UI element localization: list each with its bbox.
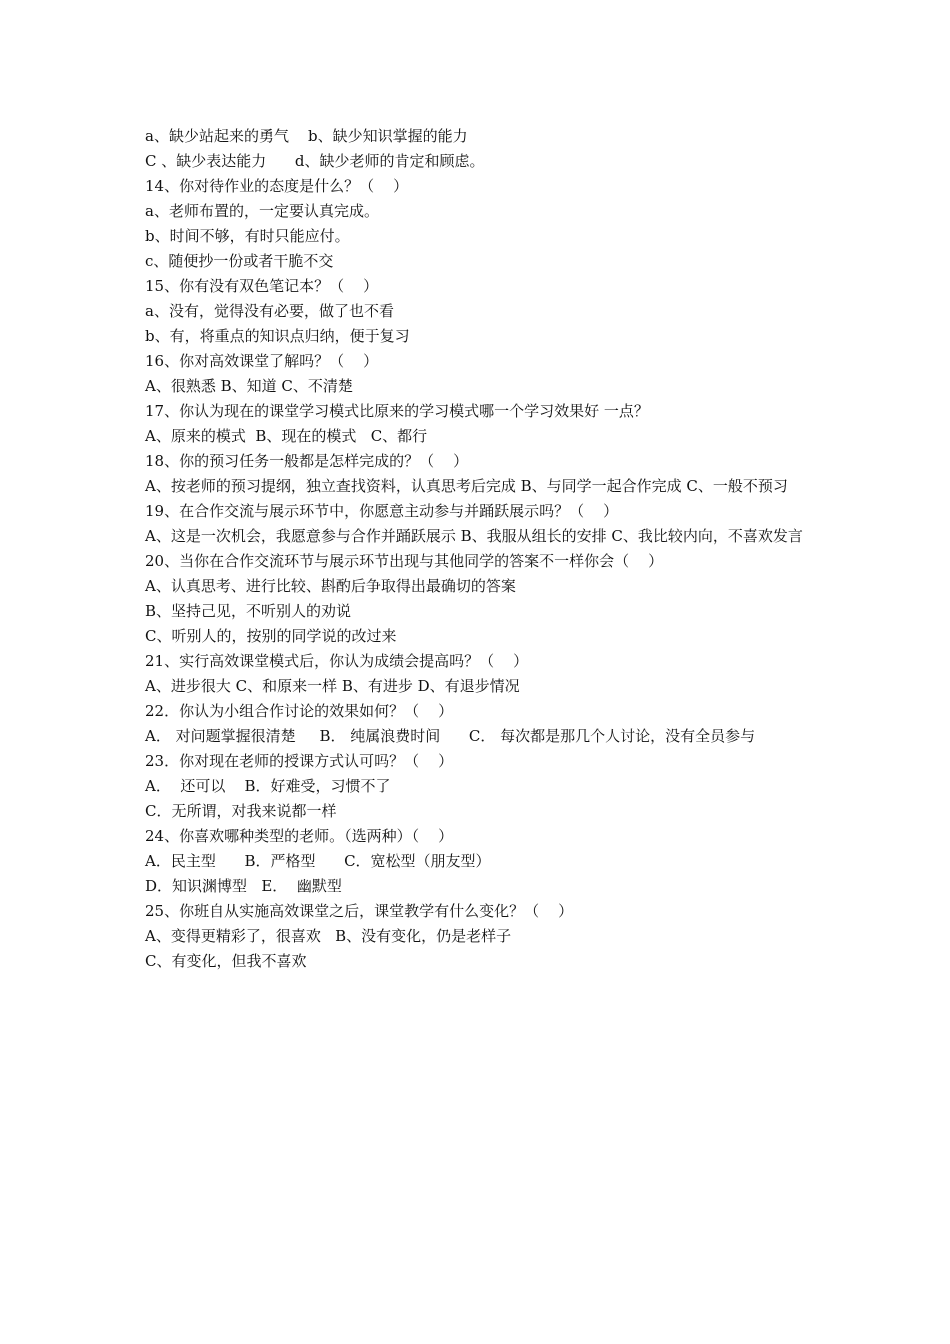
text-line: a、缺少站起来的勇气 b、缺少知识掌握的能力 <box>145 127 468 145</box>
document-page <box>145 124 825 974</box>
option-line: C、听别人的，按别的同学说的改过来 <box>145 627 397 645</box>
question-24: 24、你喜欢哪种类型的老师。（选两种）（ ） <box>145 827 454 845</box>
question-15: 15、你有没有双色笔记本？（ ） <box>145 277 379 295</box>
option-line: A、按老师的预习提纲，独立查找资料，认真思考后完成 B、与同学一起合作完成 C、一般不预习 <box>145 477 788 495</box>
option-line: A． 对问题掌握很清楚 B． 纯属浪费时间 C． 每次都是那几个人讨论，没有全员参与 <box>145 727 756 745</box>
option-line: A、认真思考、进行比较、斟酌后争取得出最确切的答案 <box>145 577 516 595</box>
question-22: 22．你认为小组合作讨论的效果如何？（ ） <box>145 702 454 720</box>
option-line: A、原来的模式 B、现在的模式 C、都行 <box>145 427 428 445</box>
option-line: A、这是一次机会，我愿意参与合作并踊跃展示 B、我服从组长的安排 C、我比较内向，不喜欢发言 <box>145 527 803 545</box>
option-line: A． 还可以 B．好难受，习惯不了 <box>145 777 391 795</box>
question-21: 21、实行高效课堂模式后，你认为成绩会提高吗？（ ） <box>145 652 529 670</box>
question-18: 18、你的预习任务一般都是怎样完成的？（ ） <box>145 452 469 470</box>
text-line: C 、缺少表达能力 d、缺少老师的肯定和顾虑。 <box>145 152 485 170</box>
question-23: 23．你对现在老师的授课方式认可吗？（ ） <box>145 752 454 770</box>
option-line: b、有，将重点的知识点归纳，便于复习 <box>145 327 410 345</box>
option-line: A、变得更精彩了，很喜欢 B、没有变化，仍是老样子 <box>145 927 512 945</box>
option-line: A、很熟悉 B、知道 C、不清楚 <box>145 377 353 395</box>
question-25: 25、你班自从实施高效课堂之后，课堂教学有什么变化？（ ） <box>145 902 574 920</box>
question-19: 19、在合作交流与展示环节中，你愿意主动参与并踊跃展示吗？（ ） <box>145 502 619 520</box>
option-line: C、有变化，但我不喜欢 <box>145 952 307 970</box>
question-17: 17、你认为现在的课堂学习模式比原来的学习模式哪一个学习效果好 一点？ <box>145 402 649 420</box>
option-line: B、坚持己见，不听别人的劝说 <box>145 602 352 620</box>
question-16: 16、你对高效课堂了解吗？（ ） <box>145 352 379 370</box>
option-line: D．知识渊博型 E． 幽默型 <box>145 877 342 895</box>
option-line: C．无所谓，对我来说都一样 <box>145 802 337 820</box>
option-line: A、进步很大 C、和原来一样 B、有进步 D、有退步情况 <box>145 677 520 695</box>
question-14: 14、你对待作业的态度是什么？（ ） <box>145 177 409 195</box>
question-20: 20、当你在合作交流环节与展示环节出现与其他同学的答案不一样你会（ ） <box>145 552 664 570</box>
option-line: b、时间不够，有时只能应付。 <box>145 227 350 245</box>
option-line: c、随便抄一份或者干脆不交 <box>145 252 334 270</box>
option-line: A．民主型 B．严格型 C．宽松型（朋友型） <box>145 852 491 870</box>
option-line: a、没有，觉得没有必要，做了也不看 <box>145 302 394 320</box>
option-line: a、老师布置的，一定要认真完成。 <box>145 202 379 220</box>
